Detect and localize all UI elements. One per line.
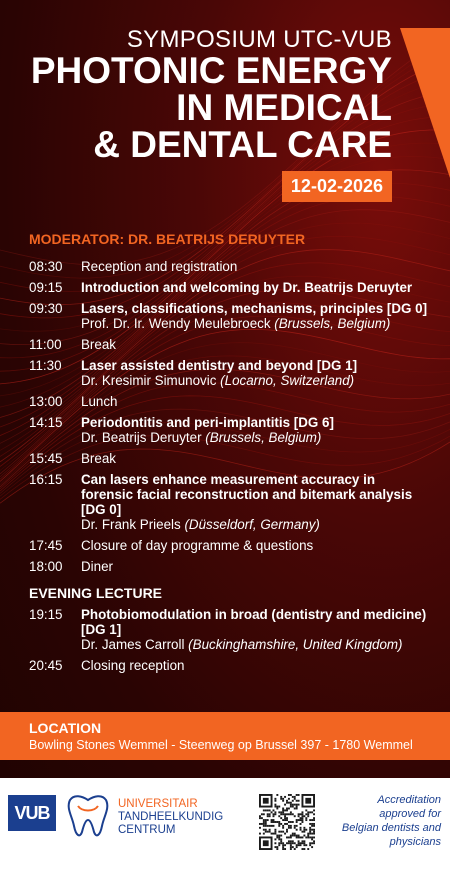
location-bar: [0, 712, 450, 760]
program-row: [29, 658, 429, 673]
program-title: Reception and registration: [81, 259, 238, 274]
program-time: 17:45: [29, 538, 63, 553]
program-place: (Buckinghamshire, United Kingdom): [188, 637, 403, 652]
program-time: 14:15: [29, 415, 63, 430]
program-row: [29, 337, 429, 352]
program-title: Lasers, classifications, mechanisms, principles [DG 0]: [81, 301, 428, 316]
program-time: 11:00: [29, 337, 62, 352]
program-speaker-line: [81, 517, 429, 532]
program-content: [81, 280, 429, 295]
program-title: Break: [81, 337, 116, 352]
program-title: Closure of day programme & questions: [81, 538, 314, 553]
tooth-logo-icon: [64, 792, 112, 842]
page-title: [31, 52, 392, 163]
program-row: [29, 301, 429, 331]
program-time: 09:15: [29, 280, 63, 295]
program-list: [29, 259, 429, 679]
date-badge: 12-02-2026: [282, 171, 392, 202]
program-place: (Brussels, Belgium): [205, 430, 322, 445]
program-speaker-line: [81, 430, 429, 445]
program-content: [81, 394, 429, 409]
program-time: 09:30: [29, 301, 63, 316]
qr-code[interactable]: [259, 794, 315, 850]
program-speaker-line: [81, 637, 429, 652]
program-row: [29, 607, 429, 652]
utc-line: TANDHEELKUNDIG: [118, 811, 224, 823]
vub-logo-text: VUB: [14, 802, 50, 823]
program-time: 13:00: [29, 394, 63, 409]
program-title: Lunch: [81, 394, 118, 409]
program-title: Diner: [81, 559, 113, 574]
vub-logo: [8, 795, 56, 831]
program-title: Closing reception: [81, 658, 185, 673]
program-row: [29, 394, 429, 409]
program-speaker-line: [81, 373, 429, 388]
title-line: PHOTONIC ENERGY: [30, 50, 392, 91]
program-row: [29, 259, 429, 274]
program-place: (Locarno, Switzerland): [220, 373, 355, 388]
program-row: [29, 472, 429, 532]
program-speaker: Prof. Dr. Ir. Wendy Meulebroeck: [81, 316, 271, 331]
program-content: [81, 415, 429, 445]
footer: [0, 778, 450, 870]
accreditation-note: Accreditation approved for Belgian dentists and physicians: [341, 794, 441, 848]
program-speaker-line: [81, 316, 429, 331]
program-time: 15:45: [29, 451, 63, 466]
program-row: [29, 451, 429, 466]
program-speaker: Dr. Kresimir Simunovic: [81, 373, 217, 388]
program-title: Photobiomodulation in broad (dentistry and medicine) [DG 1]: [81, 607, 427, 637]
program-title: Can lasers enhance measurement accuracy in forensic facial reconstruction and bitemark analysis [DG 0]: [81, 472, 413, 517]
program-content: [81, 259, 429, 274]
evening-heading: EVENING LECTURE: [29, 585, 163, 601]
program-row: [29, 559, 429, 574]
program-speaker: Dr. James Carroll: [81, 637, 185, 652]
program-content: [81, 358, 429, 388]
program-time: 20:45: [29, 658, 63, 673]
program-row: [29, 280, 429, 295]
program-content: [81, 451, 429, 466]
program-place: (Düsseldorf, Germany): [184, 517, 320, 532]
program-content: [81, 607, 429, 652]
utc-line: CENTRUM: [118, 824, 176, 836]
program-title: Break: [81, 451, 116, 466]
utc-logo-text: [118, 798, 223, 837]
location-heading: LOCATION: [29, 720, 102, 736]
program-content: [81, 337, 429, 352]
program-time: 19:15: [29, 607, 63, 622]
header: [0, 0, 450, 228]
program-time: 11:30: [29, 358, 62, 373]
program-content: [81, 472, 429, 532]
program-row: [29, 538, 429, 553]
program-row: [29, 415, 429, 445]
program-title: Introduction and welcoming by Dr. Beatrijs Deruyter: [81, 280, 413, 295]
program-speaker: Dr. Beatrijs Deruyter: [81, 430, 202, 445]
program-content: [81, 301, 429, 331]
program-row: [29, 358, 429, 388]
title-line: IN MEDICAL: [176, 87, 392, 128]
program-place: (Brussels, Belgium): [274, 316, 391, 331]
symposium-label: SYMPOSIUM UTC-VUB: [126, 26, 392, 53]
program-content: [81, 538, 429, 553]
program-content: [81, 559, 429, 574]
program-time: 16:15: [29, 472, 63, 487]
location-address: Bowling Stones Wemmel - Steenweg op Brussel 397 - 1780 Wemmel: [29, 738, 413, 752]
program-title: Laser assisted dentistry and beyond [DG 1]: [81, 358, 358, 373]
program-content: [81, 658, 429, 673]
utc-line: UNIVERSITAIR: [118, 798, 198, 810]
program-time: 18:00: [29, 559, 63, 574]
program-speaker: Dr. Frank Prieels: [81, 517, 181, 532]
title-line: & DENTAL CARE: [93, 124, 392, 165]
program-title: Periodontitis and peri-implantitis [DG 6]: [81, 415, 334, 430]
program-time: 08:30: [29, 259, 63, 274]
moderator-label: MODERATOR: DR. BEATRIJS DERUYTER: [29, 231, 306, 247]
